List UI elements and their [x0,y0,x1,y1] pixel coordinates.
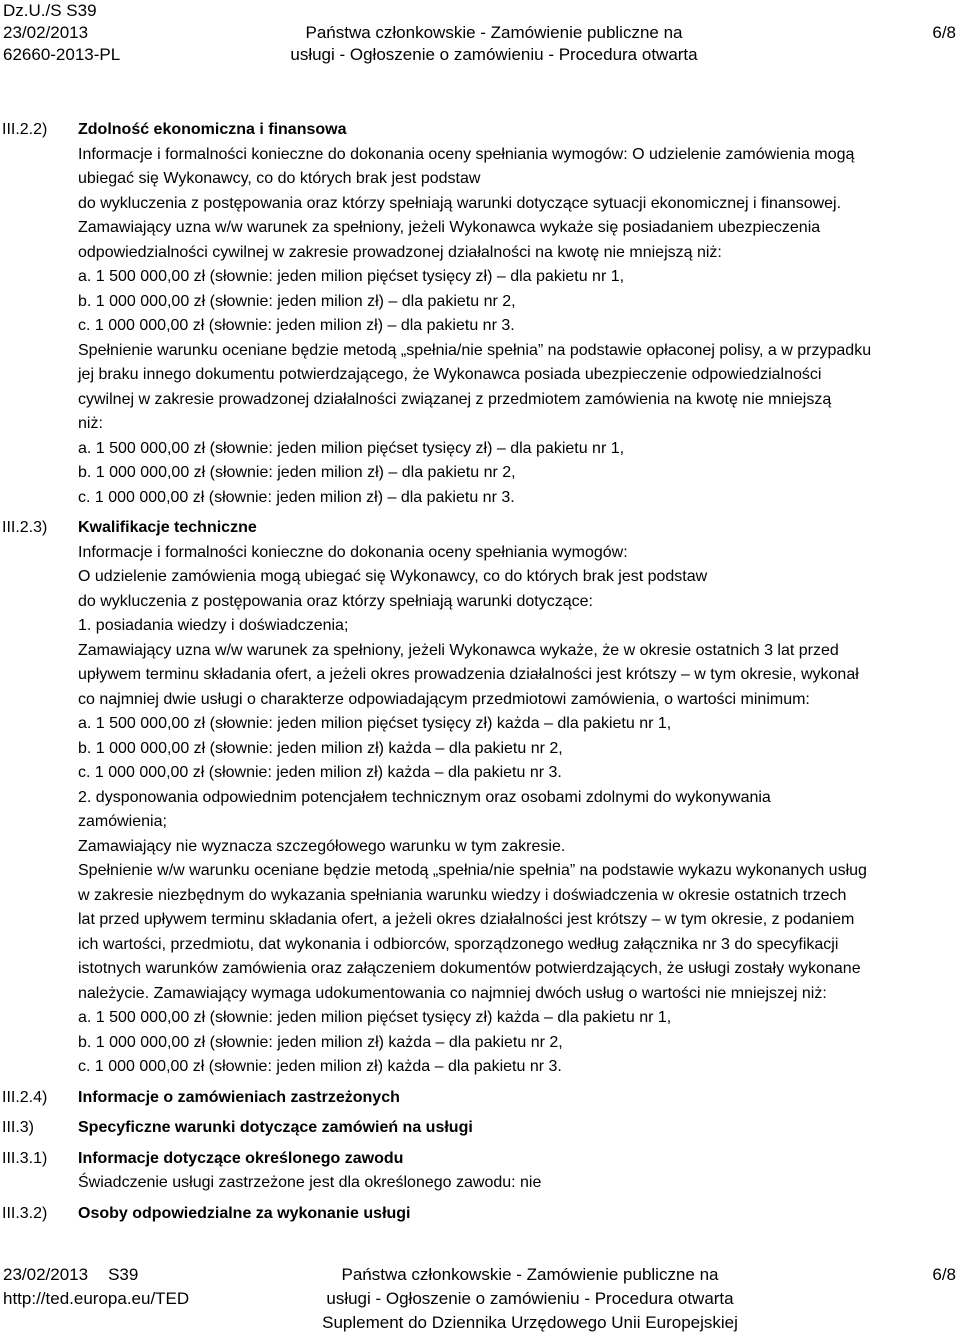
section-text-line: Spełnienie warunku oceniane będzie metodą „spełnia/nie spełnia” na podstawie opłaconej polisy, a w przypadku [78,341,872,359]
section-text-line: 1. posiadania wiedzy i doświadczenia; [78,617,349,634]
section-text-line: c. 1 000 000,00 zł (słownie: jeden milion zł) każda – dla pakietu nr 3. [78,1058,562,1075]
section-text-line: c. 1 000 000,00 zł (słownie: jeden milion zł) każda – dla pakietu nr 3. [78,764,562,781]
section-text-line: b. 1 000 000,00 zł (słownie: jeden milion zł) każda – dla pakietu nr 2, [78,1033,563,1051]
section-text-line: b. 1 000 000,00 zł (słownie: jeden milion zł) każda – dla pakietu nr 2, [78,739,563,757]
section-text-line: odpowiedzialności cywilnej w zakresie prowadzonej działalności na kwotę nie mniejszą niż: [78,243,722,261]
section-text-line: a. 1 500 000,00 zł (słownie: jeden milion pięćset tysięcy zł) każda – dla pakietu nr 1, [78,715,672,732]
section-title: Osoby odpowiedzialne za wykonanie usługi [78,1204,411,1222]
section-text-line: Zamawiający nie wyznacza szczegółowego warunku w tym zakresie. [78,837,566,855]
document-body [0,118,960,1226]
section-text-line: Zamawiający uzna w/w warunek za spełniony, jeżeli Wykonawca wykaże, że w okresie ostatnich 3 lat przed [78,641,839,659]
footer-date: 23/02/2013 [3,1265,89,1284]
section-text-line: w zakresie niezbędnym do wykazania spełniania warunku wiedzy i doświadczenia w okresie ostatnich trzech [78,886,847,904]
section-content [78,1147,960,1196]
notice-number: 62660-2013-PL [3,45,121,64]
journal-ref: Dz.U./S S39 [3,1,97,20]
footer-url[interactable]: http://ted.europa.eu/TED [3,1289,190,1308]
header-date: 23/02/2013 [3,23,89,42]
header-title-line-2: usługi - Ogłoszenie o zamówieniu - Procedura otwarta [290,45,698,64]
section-text-line: Spełnienie w/w warunku oceniane będzie metodą „spełnia/nie spełnia” na podstawie wykazu wykonanych usług [78,862,867,879]
section-text-line: a. 1 500 000,00 zł (słownie: jeden milion pięćset tysięcy zł) każda – dla pakietu nr 1, [78,1009,672,1026]
section-number: III.2.3) [2,519,48,536]
section-text-line: b. 1 000 000,00 zł (słownie: jeden milion zł) – dla pakietu nr 2, [78,464,516,481]
footer-supplement: Suplement do Dziennika Urzędowego Unii Europejskiej [322,1313,738,1332]
section-content [78,1202,960,1227]
section-text-line: Zamawiający uzna w/w warunek za spełniony, jeżeli Wykonawca wykaże się posiadaniem ubezpieczenia [78,219,821,236]
section-text-line: ubiegać się Wykonawcy, co do których brak jest podstaw [78,170,481,187]
section-row [0,1116,960,1141]
section-row [0,1147,960,1196]
section-content [78,516,960,1080]
header-title [0,22,960,66]
section-title: Informacje o zamówieniach zastrzeżonych [78,1088,400,1106]
section-row [0,516,960,1080]
section-text-line: Informacje i formalności konieczne do dokonania oceny spełniania wymogów: [78,543,628,561]
footer-series: S39 [108,1265,139,1284]
footer-title [0,1263,960,1335]
section-text-line: istotnych warunków zamówienia oraz załączeniem dokumentów potwierdzających, że usługi zostały wykonane [78,960,861,977]
section-title: Specyficzne warunki dotyczące zamówień na usługi [78,1119,473,1136]
section-number: III.2.2) [2,121,48,138]
section-title: Informacje dotyczące określonego zawodu [78,1149,404,1167]
section-text-line: a. 1 500 000,00 zł (słownie: jeden milion pięćset tysięcy zł) – dla pakietu nr 1, [78,439,625,457]
header-title-line-1: Państwa członkowskie - Zamówienie publiczne na [305,23,683,42]
section-number: III.3.2) [2,1204,48,1222]
section-number: III.3.1) [2,1149,48,1167]
footer-page-number: 6/8 [932,1265,956,1284]
section-text-line: do wykluczenia z postępowania oraz którzy spełniają warunki dotyczące: [78,592,593,610]
section-content [78,1116,960,1141]
section-text-line: c. 1 000 000,00 zł (słownie: jeden milion zł) – dla pakietu nr 3. [78,317,515,334]
section-title: Zdolność ekonomiczna i finansowa [78,121,347,138]
section-text-line: zamówienia; [78,813,167,830]
section-text-line: Informacje i formalności konieczne do dokonania oceny spełniania wymogów: O udzielenie zamówienia mogą [78,145,855,163]
section-number: III.3) [2,1119,35,1136]
section-text-line: 2. dysponowania odpowiednim potencjałem technicznym oraz osobami zdolnymi do wykonywania [78,788,771,806]
section-row [0,1086,960,1111]
section-text-line: do wykluczenia z postępowania oraz którzy spełniają warunki dotyczące sytuacji ekonomicznej i finansowej. [78,194,842,212]
section-content [78,1086,960,1111]
footer-title-line-1: Państwa członkowskie - Zamówienie publiczne na [341,1265,719,1284]
header-page-number: 6/8 [932,23,956,42]
section-row [0,1202,960,1227]
section-text-line: niż: [78,415,103,432]
section-title: Kwalifikacje techniczne [78,519,257,536]
section-text-line: c. 1 000 000,00 zł (słownie: jeden milion zł) – dla pakietu nr 3. [78,488,515,506]
section-row [0,118,960,510]
section-text-line: należycie. Zamawiający wymaga udokumentowania co najmniej dwóch usług o wartości nie mniejszej niż: [78,984,827,1002]
section-number: III.2.4) [2,1088,48,1106]
section-text-line: ich wartości, przedmiotu, dat wykonania i odbiorców, sporządzonego według załącznika nr 3 do specyfikacji [78,935,839,953]
section-content [78,118,960,510]
section-text-line: jej braku innego dokumentu potwierdzającego, że Wykonawca posiada ubezpieczenie odpowiedzialności [78,366,822,383]
section-text-line: cywilnej w zakresie prowadzonej działalności związanej z przedmiotem zamówienia na kwotę nie mniejszą [78,390,832,408]
section-text-line: upływem terminu składania ofert, a jeżeli okres prowadzenia działalności jest krótszy – w tym okresie, wykonał [78,666,859,683]
section-text-line: co najmniej dwie usługi o charakterze odpowiadającym przedmiotowi zamówienia, o wartości minimum: [78,690,810,708]
section-text-line: O udzielenie zamówienia mogą ubiegać się Wykonawcy, co do których brak jest podstaw [78,568,708,585]
section-text-line: lat przed upływem terminu składania ofert, a jeżeli okres działalności jest krótszy – w tym okresie, z podaniem [78,911,855,928]
section-text-line: b. 1 000 000,00 zł (słownie: jeden milion zł) – dla pakietu nr 2, [78,292,516,310]
footer-title-line-2: usługi - Ogłoszenie o zamówieniu - Procedura otwarta [326,1289,734,1308]
section-text-line: a. 1 500 000,00 zł (słownie: jeden milion pięćset tysięcy zł) – dla pakietu nr 1, [78,268,625,285]
section-text-line: Świadczenie usługi zastrzeżone jest dla określonego zawodu: nie [78,1174,542,1191]
